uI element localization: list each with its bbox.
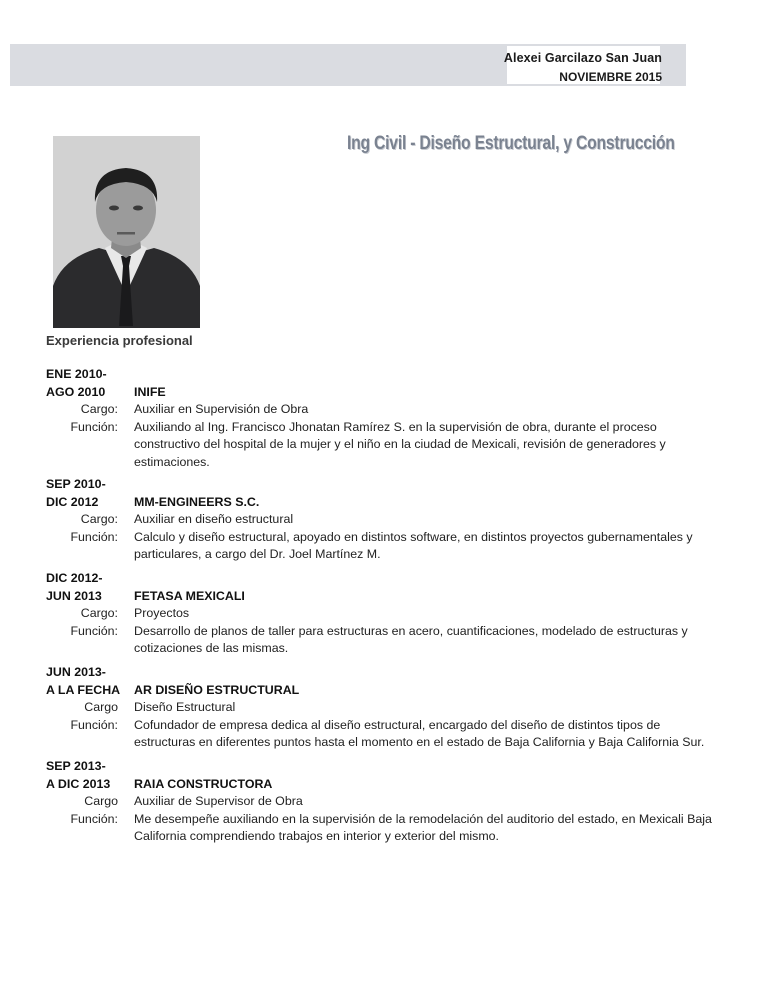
funcion-value-rest: estructuras en diferentes puntos hasta el momento en el estado de Baja California y Baja California Sur. [134, 735, 705, 750]
profile-photo-portrait [53, 136, 200, 328]
experience-entry [46, 664, 726, 752]
date-end: A LA FECHA [46, 682, 121, 697]
funcion-value-line: Desarrollo de planos de taller para estructuras en acero, cuantificaciones, modelado de estructuras y [134, 623, 688, 638]
date-start: SEP 2010- [46, 477, 106, 491]
funcion-value-rest: cotizaciones de las mismas. [134, 641, 289, 656]
cargo-label: Cargo: [80, 606, 118, 621]
experience-entry [46, 366, 726, 472]
date-start: DIC 2012- [46, 571, 103, 585]
document-title: Ing Civil - Diseño Estructural, y Construcción [347, 133, 675, 154]
experience-entry [46, 476, 726, 564]
date-end: DIC 2012 [46, 494, 99, 509]
company-name: RAIA CONSTRUCTORA [134, 776, 273, 791]
funcion-value-line: Cofundador de empresa dedica al diseño estructural, encargado del diseño de distintos tipos de [134, 717, 661, 732]
cargo-value: Auxiliar en Supervisión de Obra [134, 402, 309, 417]
funcion-label: Función: [70, 529, 118, 544]
profile-photo [53, 136, 200, 328]
date-end: A DIC 2013 [46, 776, 111, 791]
section-title: Experiencia profesional [46, 333, 193, 348]
experience-entry [46, 570, 726, 658]
experience-entry [46, 758, 726, 846]
date-start: JUN 2013- [46, 665, 106, 679]
funcion-value-rest: constructivo del hospital de la mujer y el niño en la ciudad de Mexicali, revisión de generadores y estimaciones. [134, 437, 666, 469]
funcion-label: Función: [70, 811, 118, 826]
cargo-label: Cargo [84, 794, 118, 809]
company-name: INIFE [134, 384, 166, 399]
document-date: NOVIEMBRE 2015 [559, 70, 662, 84]
date-start: SEP 2013- [46, 759, 106, 773]
cargo-value: Auxiliar de Supervisor de Obra [134, 794, 303, 809]
funcion-value-rest: particulares, a cargo del Dr. Joel Martínez M. [134, 547, 381, 562]
funcion-value-line: Me desempeñe auxiliando en la supervisión de la remodelación del auditorio del estado, en Mexicali Baja [134, 811, 712, 826]
date-end: JUN 2013 [46, 588, 102, 603]
company-name: AR DISEÑO ESTRUCTURAL [134, 682, 300, 697]
funcion-label: Función: [70, 623, 118, 638]
company-name: MM-ENGINEERS S.C. [134, 494, 260, 509]
funcion-value-line: Auxiliando al Ing. Francisco Jhonatan Ramírez S. en la supervisión de obra, durante el proceso [134, 419, 657, 434]
funcion-label: Función: [70, 717, 118, 732]
cargo-label: Cargo [84, 700, 118, 715]
cargo-label: Cargo: [80, 512, 118, 527]
funcion-label: Función: [70, 419, 118, 434]
cargo-value: Auxiliar en diseño estructural [134, 512, 294, 527]
funcion-value-line: Calculo y diseño estructural, apoyado en distintos software, en distintos proyectos gubernamentales y [134, 529, 693, 544]
cargo-value: Diseño Estructural [134, 700, 236, 715]
date-start: ENE 2010- [46, 367, 107, 381]
company-name: FETASA MEXICALI [134, 588, 245, 603]
author-name: Alexei Garcilazo San Juan [503, 51, 662, 65]
cargo-label: Cargo: [80, 402, 118, 417]
date-end: AGO 2010 [46, 384, 106, 399]
funcion-value-rest: California comprendiendo trabajos en interior y exterior del mismo. [134, 829, 500, 844]
cargo-value: Proyectos [134, 606, 190, 621]
